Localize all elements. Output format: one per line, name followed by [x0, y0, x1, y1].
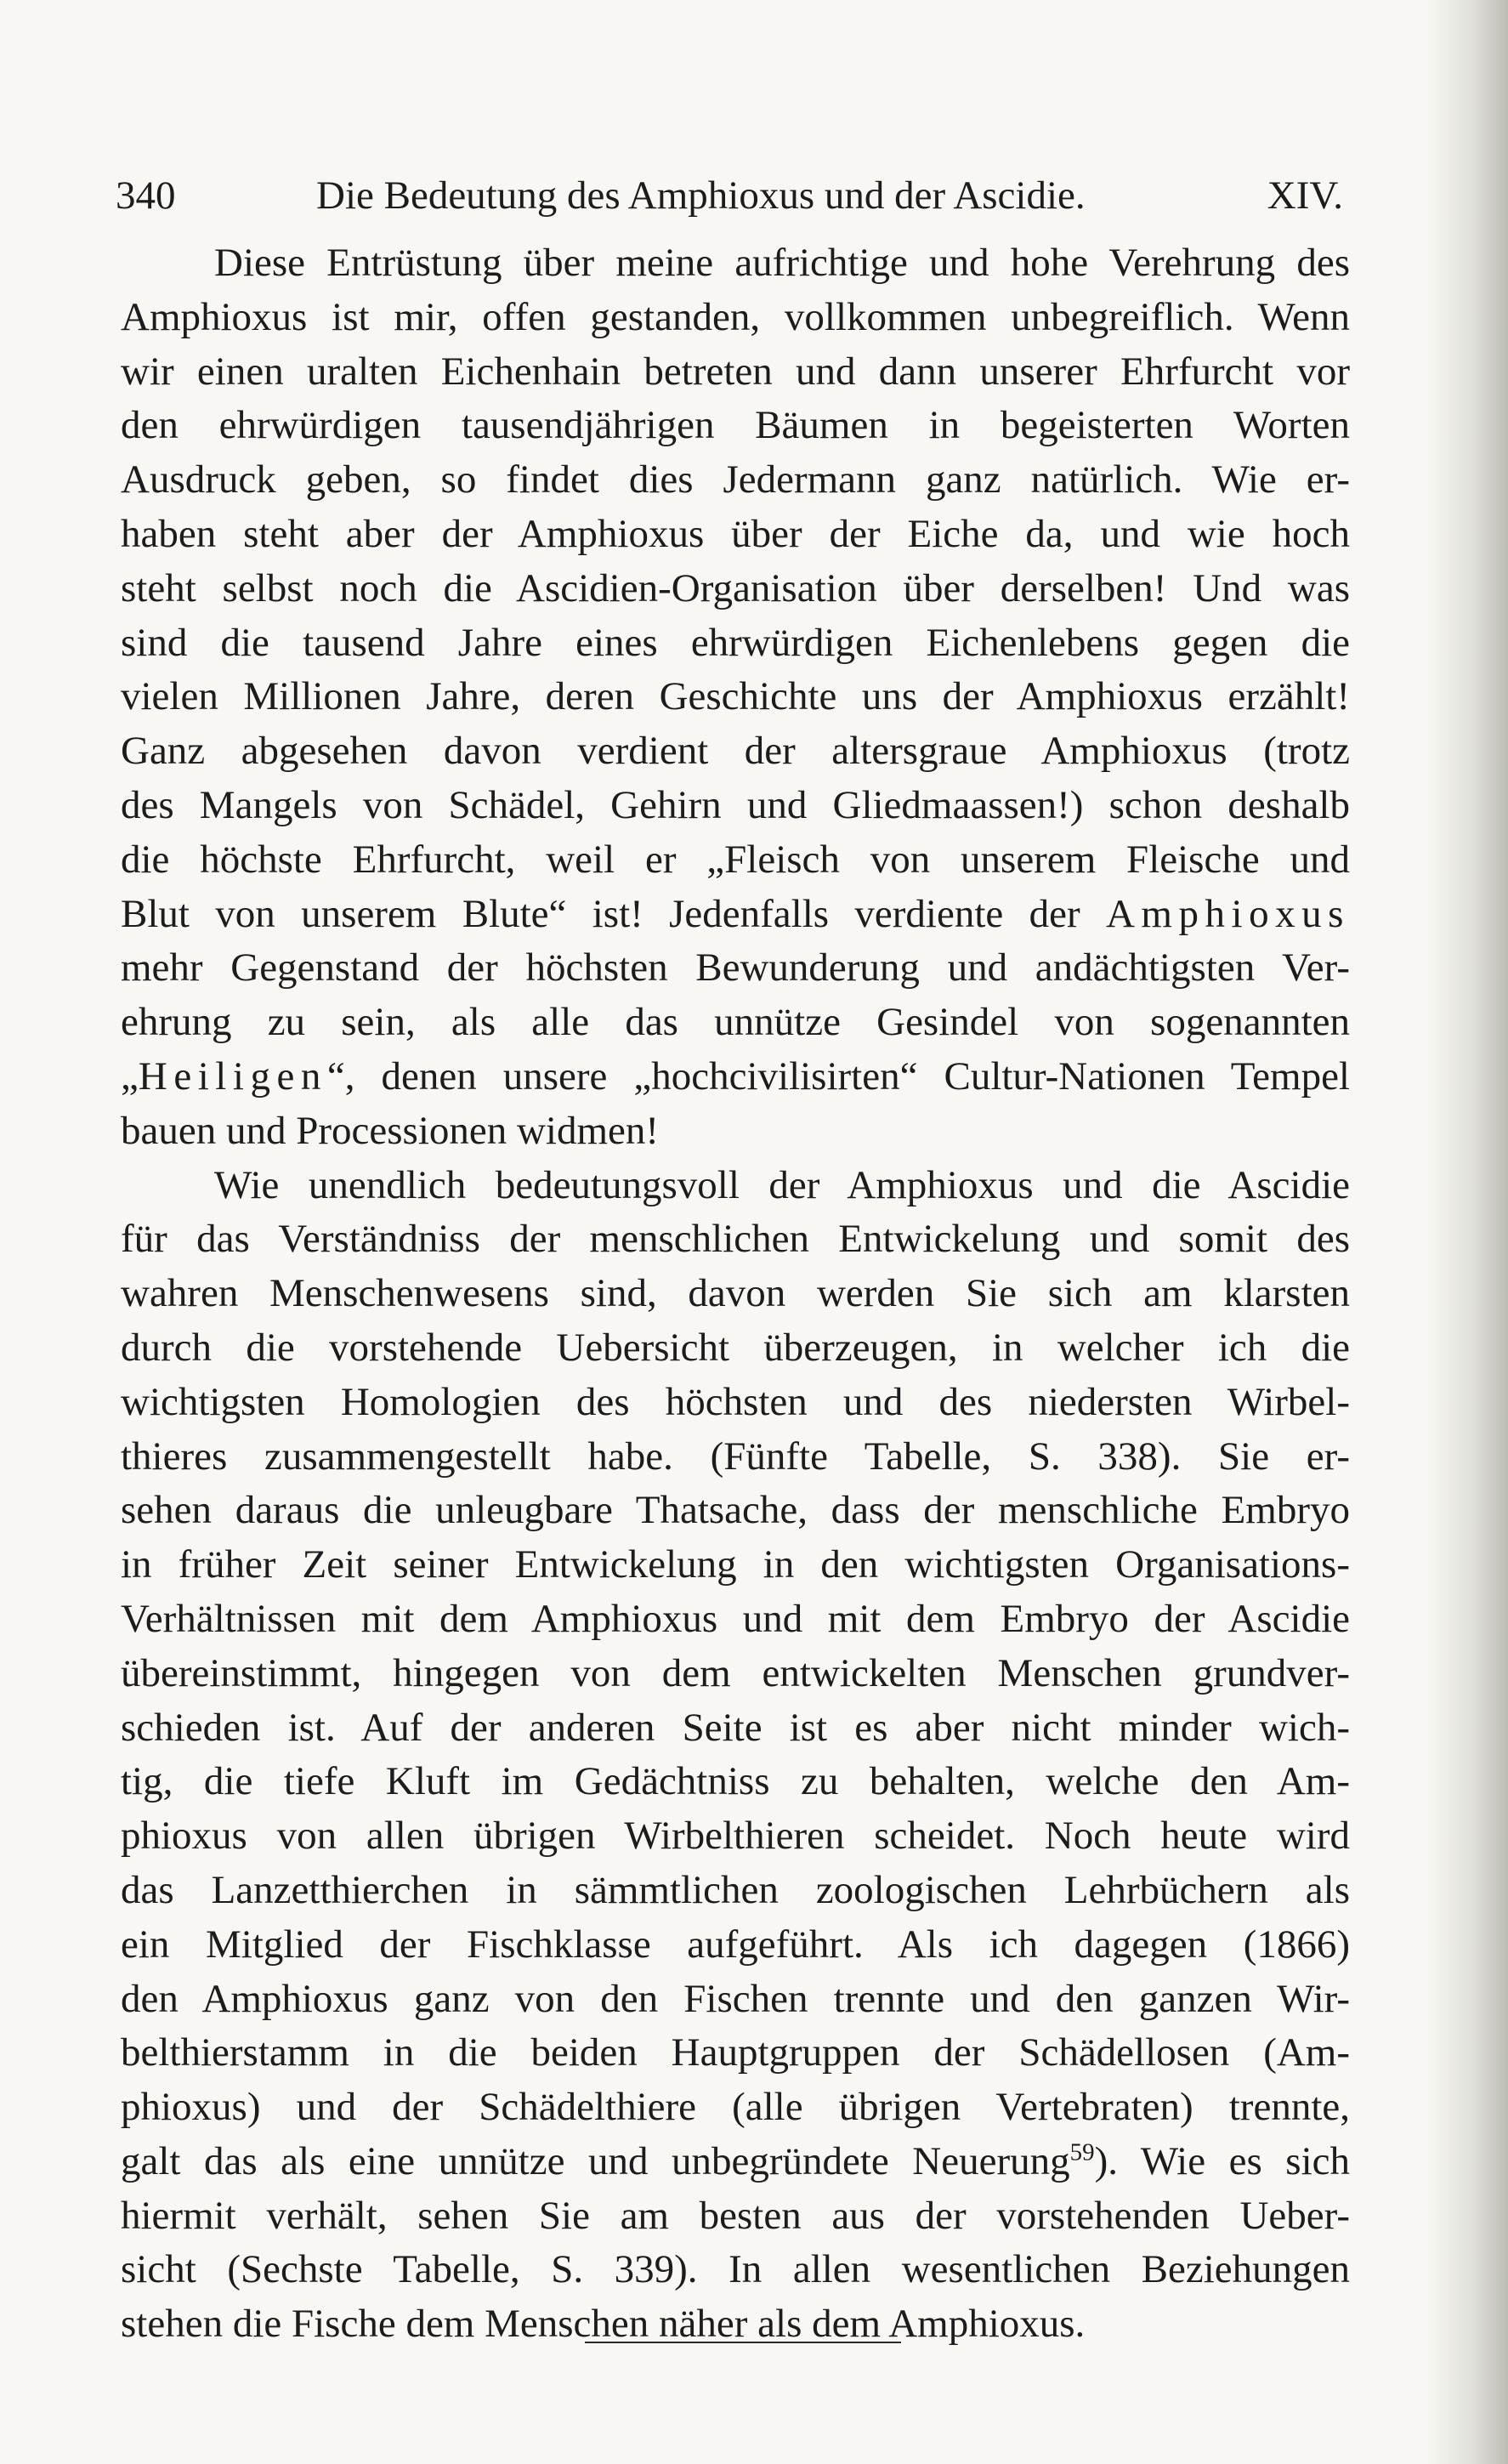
text-line: phioxus) und der Schädelthiere (alle übrigen Vertebraten) trennte, [121, 2085, 1350, 2130]
text-line: sind die tausend Jahre eines ehrwürdigen Eichenlebens gegen die [121, 620, 1350, 665]
page-edge-shading [1427, 0, 1508, 2464]
footnote-reference: 59 [1069, 2138, 1095, 2166]
text-line: des Mangels von Schädel, Gehirn und Gliedmaassen!) schon deshalb [121, 782, 1350, 827]
text-line: in früher Zeit seiner Entwickelung in den wichtigsten Organisations- [121, 1542, 1350, 1587]
text-line: thieres zusammengestellt habe. (Fünfte Tabelle, S. 338). Sie er- [121, 1434, 1350, 1479]
text-line: belthierstamm in die beiden Hauptgruppen der Schädellosen (Am- [121, 2030, 1350, 2075]
text-line: schieden ist. Auf der anderen Seite ist es aber nicht minder wich- [121, 1705, 1350, 1750]
text-line: steht selbst noch die Ascidien-Organisation über derselben! Und was [121, 565, 1350, 610]
text-line: Verhältnissen mit dem Amphioxus und mit dem Embryo der Ascidie [121, 1596, 1350, 1641]
text-line: das Lanzetthierchen in sämmtlichen zoologischen Lehrbüchern als [121, 1867, 1350, 1912]
text-line: den ehrwürdigen tausendjährigen Bäumen in begeisterten Worten [121, 403, 1350, 448]
paragraph-1 [121, 236, 1350, 1159]
line-tail: ). Wie es sich [1094, 2138, 1350, 2183]
text-line: die höchste Ehrfurcht, weil er „Fleisch von unserem Fleische und [121, 837, 1350, 882]
text-line: ein Mitglied der Fischklasse aufgeführt. Als ich dagegen (1866) [121, 1922, 1350, 1967]
text-line: für das Verständniss der menschlichen Entwickelung und somit des [121, 1217, 1350, 1262]
running-head [116, 170, 1343, 221]
text-line: wichtigsten Homologien des höchsten und des niedersten Wirbel- [121, 1379, 1350, 1424]
text-line: sicht (Sechste Tabelle, S. 339). In allen wesentlichen Beziehungen [121, 2247, 1350, 2292]
text-line-with-footnote [121, 2135, 1350, 2189]
text-line: hiermit verhält, sehen Sie am besten aus der vorstehenden Ueber- [121, 2193, 1350, 2238]
text-line: Diese Entrüstung über meine aufrichtige und hohe Verehrung des [214, 241, 1350, 285]
emphasized-word: Heiligen [138, 1053, 327, 1099]
text-line: Blut von unserem Blute“ ist! Jedenfalls verdiente der Amphioxus [121, 891, 1350, 936]
line-text: galt das als eine unnütze und unbegründete Neuerung [121, 2138, 1070, 2183]
text-line: übereinstimmt, hingegen von dem entwickelten Menschen grundver- [121, 1650, 1350, 1695]
text-line: ehrung zu sein, als alle das unnütze Gesindel von sogenannten [121, 1000, 1350, 1045]
text-line: Wie unendlich bedeutungsvoll der Amphioxus und die Ascidie [214, 1162, 1350, 1207]
text-line: mehr Gegenstand der höchsten Bewunderung und andächtigsten Ver- [121, 945, 1350, 991]
emphasized-word: Amphioxus [1105, 891, 1350, 936]
closing-rule [585, 2342, 901, 2343]
running-title: Die Bedeutung des Amphioxus und der Ascidie. [316, 173, 1086, 218]
page-number: 340 [116, 173, 176, 218]
text-line: phioxus von allen übrigen Wirbelthieren scheidet. Noch heute wird [121, 1814, 1350, 1859]
text-line: bauen und Processionen widmen! [121, 1108, 660, 1153]
body-text [121, 236, 1350, 2352]
text-line: wir einen uralten Eichenhain betreten und dann unserer Ehrfurcht vor [121, 349, 1350, 394]
text-line: sehen daraus die unleugbare Thatsache, dass der menschliche Embryo [121, 1488, 1350, 1533]
text-line: haben steht aber der Amphioxus über der Eiche da, und wie hoch [121, 511, 1350, 556]
text-line: durch die vorstehende Uebersicht überzeugen, in welcher ich die [121, 1325, 1350, 1370]
text-line: vielen Millionen Jahre, deren Geschichte uns der Amphioxus erzählt! [121, 674, 1350, 719]
text-line: Ganz abgesehen davon verdient der altersgraue Amphioxus (trotz [121, 729, 1350, 774]
text-line: den Amphioxus ganz von den Fischen trennte und den ganzen Wir- [121, 1976, 1350, 2021]
paragraph-2 [121, 1159, 1350, 2353]
text-line: wahren Menschenwesens sind, davon werden Sie sich am klarsten [121, 1271, 1350, 1316]
text-line: tig, die tiefe Kluft im Gedächtniss zu behalten, welche den Am- [121, 1759, 1350, 1804]
text-line: Amphioxus ist mir, offen gestanden, vollkommen unbegreiflich. Wenn [121, 294, 1350, 339]
text-line: stehen die Fische dem Menschen näher als dem Amphioxus. [121, 2302, 1086, 2347]
chapter-number: XIV. [1267, 173, 1343, 218]
text-line: Ausdruck geben, so findet dies Jedermann ganz natürlich. Wie er- [121, 457, 1350, 502]
text-line: „Heiligen“, denen unsere „hochcivilisirten“ Cultur-Nationen Tempel [121, 1053, 1350, 1099]
